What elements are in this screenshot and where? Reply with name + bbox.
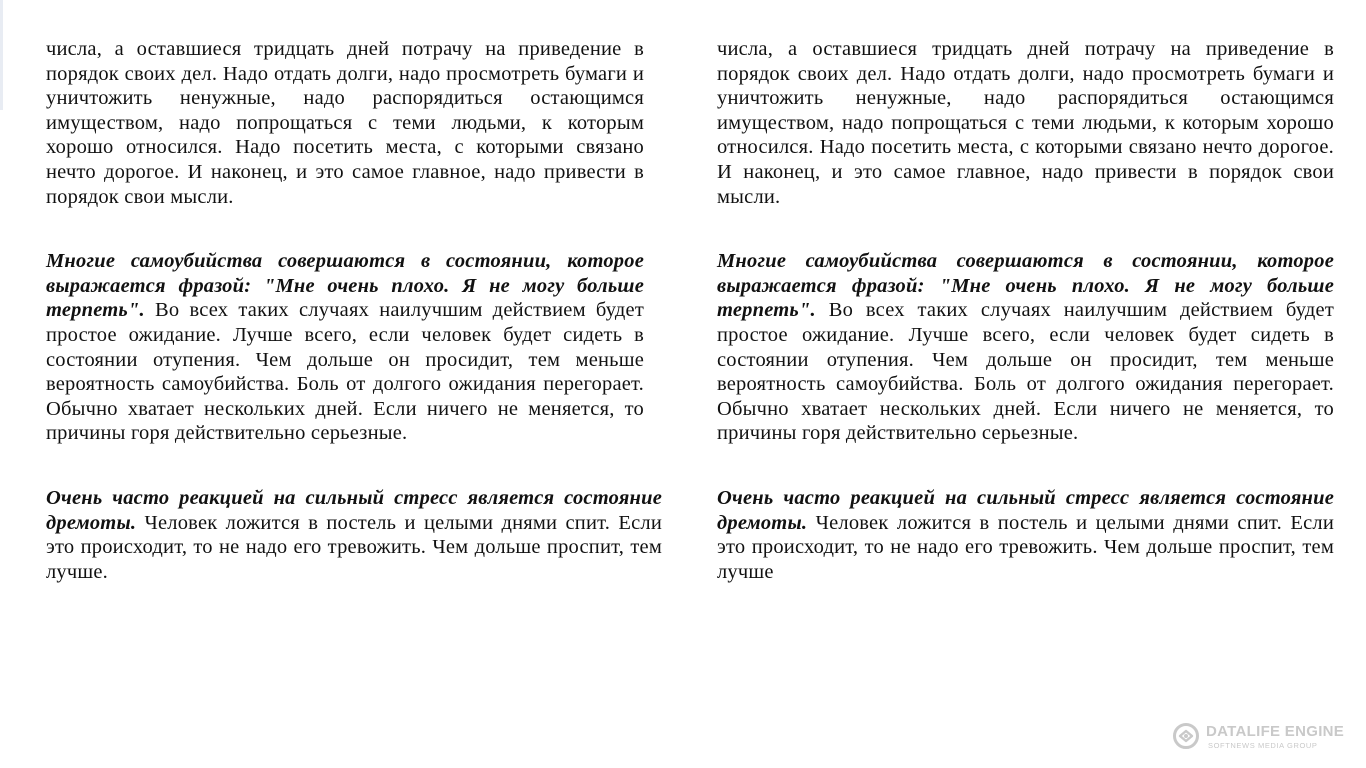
paragraph-lead-emphasis: Многие самоубийства совершаются в состоянии, которое выражается фразой: "Мне очень плохо. Я не могу больше терпеть". [46,250,644,322]
paragraph-right-2 [717,249,1334,446]
watermark-title: DATALIFE ENGINE [1206,723,1345,740]
paragraph-lead-emphasis: Многие самоубийства совершаются в состоянии, которое выражается фразой: "Мне очень плохо. Я не могу больше терпеть". [717,250,1334,322]
paragraph-left-2 [46,249,644,446]
paragraph-right-3 [717,486,1334,584]
text-column-right [717,37,1334,584]
left-edge-strip [0,0,3,110]
paragraph-left-1: числа, а оставшиеся тридцать дней потрачу на приведение в порядок своих дел. Надо отдать долги, надо просмотреть бумаги и уничтожить ненужные, надо распорядиться остающимся имуществом, надо попрощаться с теми людьми, к которым хорошо относился. Надо посетить места, с которыми связано нечто дорогое. И наконец, и это самое главное, надо привести в порядок свои мысли. [46,38,644,208]
paragraph-lead-emphasis: Очень часто реакцией на сильный стресс является состояние дремоты. [717,486,1334,534]
paragraph-body-text: Человек ложится в постель и целыми днями спит. Если это происходит, то не надо его тревожить. Чем дольше проспит, тем лучше. [46,511,662,583]
paragraph-body-text: Во всех таких случаях наилучшим действием будет простое ожидание. Лучше всего, если человек будет сидеть в состоянии отупения. Чем дольше он просидит, тем меньше вероятность самоубийства. Боль от долгого ожидания перегорает. Обычно хватает нескольких дней. Если ничего не меняется, то причины горя действительно серьезные. [717,299,1334,445]
datalife-watermark [1172,720,1344,752]
paragraph-body-text: Во всех таких случаях наилучшим действием будет простое ожидание. Лучше всего, если человек будет сидеть в состоянии отупения. Чем дольше он просидит, тем меньше вероятность самоубийства. Боль от долгого ожидания перегорает. Обычно хватает нескольких дней. Если ничего не меняется, то причины горя действительно серьезные. [46,299,644,445]
paragraph-right-1: числа, а оставшиеся тридцать дней потрачу на приведение в порядок своих дел. Надо отдать долги, надо просмотреть бумаги и уничтожить ненужные, надо распорядиться остающимся имуществом, надо попрощаться с теми людьми, к которым хорошо относился. Надо посетить места, с которыми связано нечто дорогое. И наконец, и это самое главное, надо привести в порядок свои мысли. [717,38,1334,208]
paragraph-lead-emphasis: Очень часто реакцией на сильный стресс является состояние дремоты. [46,486,662,534]
text-column-left [46,37,662,584]
paragraph-left-3 [46,486,662,584]
watermark-subtitle: SOFTNEWS MEDIA GROUP [1208,741,1318,750]
paragraph-body-text: Человек ложится в постель и целыми днями спит. Если это происходит, то не надо его тревожить. Чем дольше проспит, тем лучше [717,511,1334,583]
datalife-logo-icon [1172,722,1200,750]
